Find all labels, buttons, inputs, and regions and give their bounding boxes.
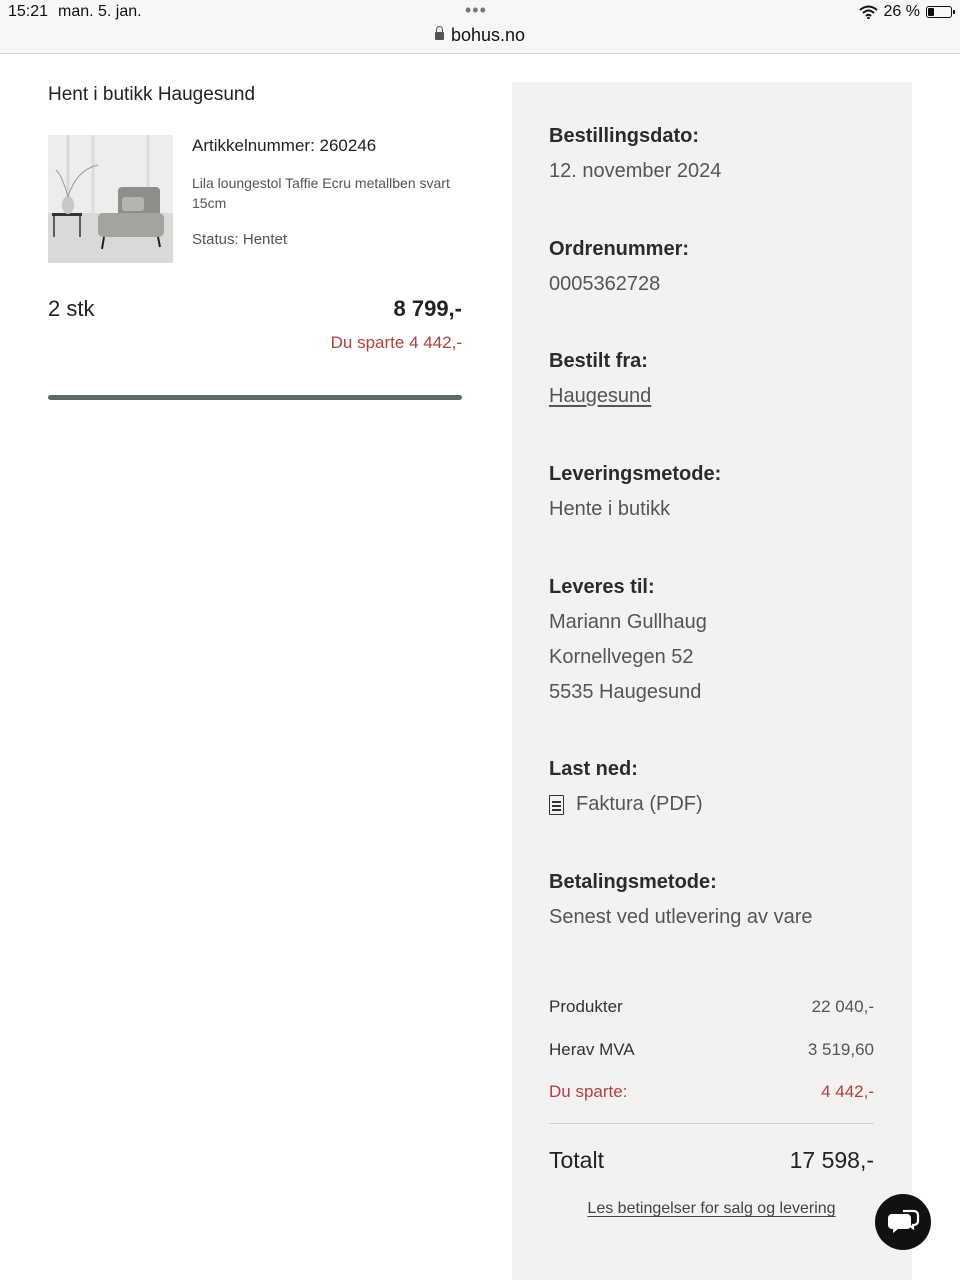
- order-date-value: 12. november 2024: [549, 160, 722, 182]
- summary-divider: [549, 1123, 874, 1124]
- deliver-to-label: Leveres til:: [549, 576, 655, 598]
- payment-method-value: Senest ved utlevering av vare: [549, 906, 813, 928]
- products-value: 22 040,-: [811, 997, 874, 1016]
- item-quantity: 2 stk: [48, 296, 95, 321]
- pickup-store-title: Hent i butikk Haugesund: [48, 84, 256, 105]
- battery-fill: [928, 8, 934, 16]
- download-label: Last ned:: [549, 758, 638, 780]
- terms-link[interactable]: Les betingelser for salg og levering: [587, 1200, 836, 1217]
- chair-image: [48, 135, 173, 263]
- vat-label: Herav MVA: [549, 1040, 635, 1059]
- order-number-value: 0005362728: [549, 273, 661, 295]
- invoice-pdf-link[interactable]: Faktura (PDF): [576, 793, 703, 815]
- status-time: 15:21: [8, 3, 49, 20]
- status-indicators: [859, 3, 952, 21]
- deliver-to-city: 5535 Haugesund: [549, 681, 702, 703]
- address-bar[interactable]: [0, 25, 960, 46]
- document-icon[interactable]: [549, 795, 564, 815]
- ordered-from-label: Bestilt fra:: [549, 350, 648, 372]
- vat-value: 3 519,60: [807, 1040, 874, 1059]
- total-value: 17 598,-: [789, 1147, 874, 1173]
- payment-method-label: Betalingsmetode:: [549, 871, 717, 893]
- lock-icon: [435, 32, 444, 40]
- status-date: man. 5. jan.: [58, 3, 142, 20]
- delivery-method-value: Hente i butikk: [549, 498, 671, 520]
- wifi-icon: [859, 5, 878, 19]
- chat-button[interactable]: [875, 1194, 931, 1250]
- article-number: Artikkelnummer: 260246: [192, 136, 377, 155]
- more-dots-icon[interactable]: •••: [465, 0, 487, 20]
- saved-value: 4 442,-: [821, 1082, 874, 1101]
- url-text: bohus.no: [450, 25, 526, 45]
- article-description: Lila loungestol Taffie Ecru metallben svart 15cm: [192, 175, 450, 211]
- chat-icon: [875, 1194, 931, 1250]
- deliver-to-name: Mariann Gullhaug: [549, 611, 707, 633]
- item-divider: [48, 395, 462, 400]
- deliver-to-street: Kornellvegen 52: [549, 646, 694, 668]
- ordered-from-link[interactable]: Haugesund: [549, 385, 652, 407]
- battery-icon: [926, 6, 952, 18]
- item-saved: Du sparte 4 442,-: [330, 333, 462, 352]
- products-label: Produkter: [549, 997, 623, 1016]
- total-label: Totalt: [549, 1147, 604, 1173]
- saved-label: Du sparte:: [549, 1082, 628, 1101]
- article-status: Status: Hentet: [192, 231, 288, 248]
- product-image[interactable]: [48, 135, 173, 263]
- order-date-label: Bestillingsdato:: [549, 125, 700, 147]
- item-price: 8 799,-: [393, 296, 462, 321]
- status-bar: [0, 0, 960, 54]
- battery-percent: 26 %: [883, 3, 920, 20]
- order-number-label: Ordrenummer:: [549, 238, 690, 260]
- delivery-method-label: Leveringsmetode:: [549, 463, 722, 485]
